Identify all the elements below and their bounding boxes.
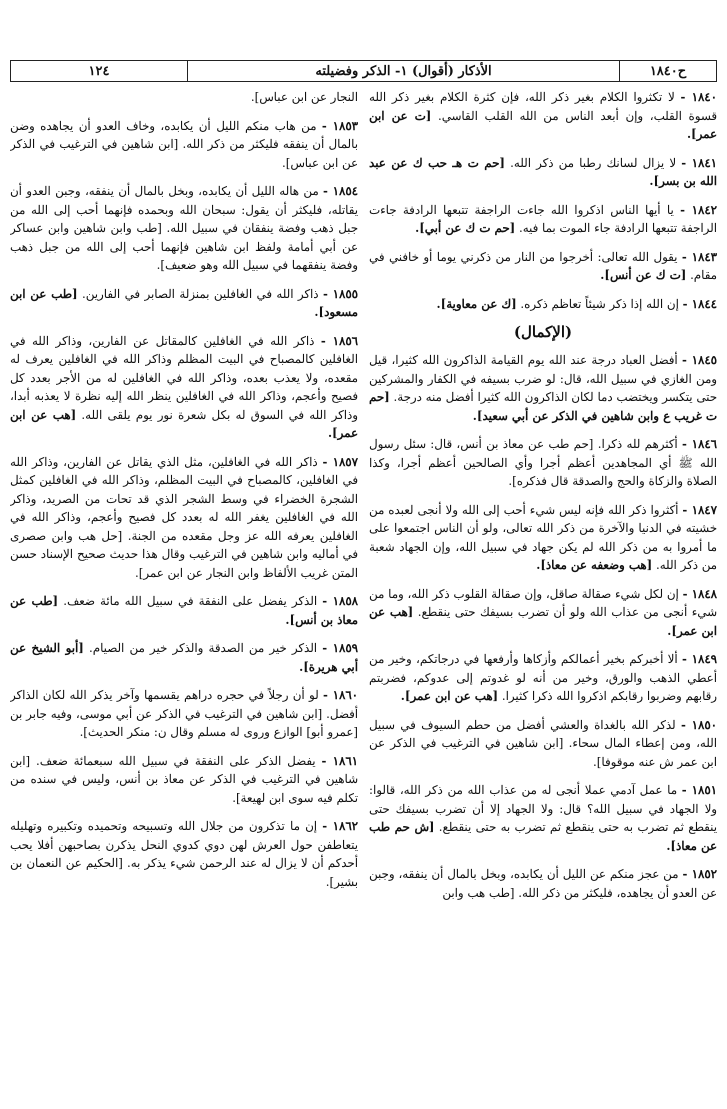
hadith-entry <box>369 435 717 491</box>
hadith-entry <box>369 154 717 191</box>
hadith-text: يا أيها الناس اذكروا الله جاءت الراجفة تتبعها الرادفة جاءت الراجفة تتبعها الرادفة جاء الموت بما فيه. <box>369 202 717 235</box>
hadith-text: إن ما تذكرون من جلال الله وتسبيحه وتحميده وتكبيره وتهليله يتعاطفن حول العرش لهن دوي كدوي النحل يذكرن بصاحبهن أفلا يحب أحدكم أن لا يزال له عند الرحمن شيء يذكر به. [الحكيم عن النعمان بن بشير]. <box>10 819 358 889</box>
hadith-text: ذاكر الله في الغافلين، مثل الذي يقاتل عن الفارين، وذاكر الله في الغافلين، كالمصباح في البيت المظلم، وذاكر الله في الغافلين كمثل الشجرة الخضراء في وسط الشجر الذي قد تحات من الصريد، وذاكر الله في الغافلين يغفر الله له بعدد كل فصيح وأعجم، وذاكر الله في الغافلين يعرفه الله عز وجل مقعده من الجنة. [حل هب وابن صصرى في أماليه وابن شاهين في الترغيب وقال هذا حديث صحيح الإسناد حسن المتن غريب الألفاظ وابن النجار عن ابن عمر]. <box>10 454 358 580</box>
hadith-entry <box>10 88 358 107</box>
hadith-entry <box>369 865 717 902</box>
hadith-entry <box>369 248 717 285</box>
hadith-range: ح١٨٤٠ <box>619 61 716 81</box>
hadith-number: ١٨٥٨ - <box>322 594 358 608</box>
hadith-entry <box>369 781 717 855</box>
hadith-entry <box>369 650 717 706</box>
hadith-number: ١٨٤١ - <box>681 155 717 170</box>
hadith-number: ١٨٤٠ - <box>680 90 717 104</box>
hadith-number: ١٨٤٢ - <box>680 202 717 217</box>
hadith-source: [هب عن ابن عمر]. <box>369 605 717 638</box>
hadith-text: الذكر يفضل على النفقة في سبيل الله مائة ضعف. <box>63 594 318 608</box>
hadith-number: ١٨٤٣ - <box>681 249 717 264</box>
hadith-number: ١٨٤٥ - <box>682 353 717 367</box>
hadith-source: [حم ت ك عن أبي]. <box>415 221 516 235</box>
hadith-entry <box>10 117 358 173</box>
hadith-number: ١٨٤٤ - <box>682 296 717 311</box>
hadith-number: ١٨٥٥ - <box>322 286 358 301</box>
hadith-entry <box>369 585 717 641</box>
hadith-text: لا تكثروا الكلام بغير ذكر الله، فإن كثرة الكلام بغير ذكر الله قسوة القلب، وإن أبعد الناس من الله القلب القاسي. <box>369 90 717 123</box>
hadith-source: [طب عن معاذ بن أنس]. <box>10 594 358 627</box>
hadith-text: أكثرهم لله ذكرا. [حم طب عن معاذ بن أنس، قال: سئل رسول الله ﷺ أي المجاهدين أعظم أجرا وأي الصالحين أعظم أجرا، وكذا الصلاة والزكاة والحج والصدقة قال فذكره]. <box>369 437 717 488</box>
hadith-text: من عجز منكم عن الليل أن يكابده، وبخل بالمال أن ينفقه، وجبن عن العدو أن يجاهده، فليكثر من ذكر الله. [طب هب وابن <box>369 867 717 900</box>
hadith-number: ١٨٥٢ - <box>682 867 717 881</box>
hadith-text: ذاكر الله في الغافلين بمنزلة الصابر في الفارين. <box>82 286 319 301</box>
hadith-number: ١٨٥٧ - <box>322 454 358 469</box>
hadith-text: من هاب منكم الليل أن يكابده، وخاف العدو أن يجاهده وضن بالمال أن ينفقه فليكثر من ذكر الله. [ابن شاهين في الترغيب في الذكر عن ابن عباس]. <box>10 118 358 170</box>
right-column <box>369 88 717 1100</box>
hadith-number: ١٨٥٠ - <box>681 717 717 732</box>
hadith-entry <box>10 817 358 891</box>
hadith-text: أفضل العباد درجة عند الله يوم القيامة الذاكرون الله كثيرا، قيل ومن الغازي في سبيل الله، قال: لو ضرب بسيفه في الكفار والمشركين حتى يتكسر ويختضب دما لكان الذاكرون الله كثيرا أفضل منه درجة. <box>369 353 717 404</box>
hadith-source: [أبو الشيخ عن أبي هريرة]. <box>10 641 358 674</box>
hadith-text: يفضل الذكر على النفقة في سبيل الله سبعمائة ضعف. [ابن شاهين في الترغيب في الذكر عن معاذ بن أنس، وليس في سنده من تكلم فيه سوى ابن لهيعة]. <box>10 753 358 805</box>
hadith-source: [حم ت هـ حب ك عن عبد الله بن بسر]. <box>369 155 717 188</box>
hadith-source: [هب وضعفه عن معاذ]. <box>536 558 653 572</box>
hadith-number: ١٨٥٦ - <box>320 333 358 348</box>
hadith-text: لو أن رجلاً في حجره دراهم يقسمها وآخر يذكر الله لكان الذاكر أفضل. [ابن شاهين في الترغيب في الذكر عن أبي موسى، وفيه جابر بن [عمرو أبو] الوازع وروى له مسلم وقال ن: منكر الحديث]. <box>10 688 358 739</box>
chapter-title: الأذكار (أقوال) ١- الذكر وفضيلته <box>187 61 619 81</box>
hadith-entry <box>10 332 358 443</box>
hadith-number: ١٨٤٩ - <box>682 652 717 666</box>
hadith-source: [هب عن ابن عمر]. <box>10 407 358 440</box>
left-entries <box>10 88 358 891</box>
hadith-number: ١٨٦٠ - <box>323 688 358 702</box>
hadith-number: ١٨٤٦ - <box>682 437 717 451</box>
hadith-text: يقول الله تعالى: أخرجوا من النار من ذكرني يوما أو خافني في مقام. <box>369 249 717 282</box>
hadith-entry <box>369 501 717 575</box>
hadith-source: [ت ك عن أنس]. <box>600 268 687 282</box>
hadith-source: [ش حم طب عن معاذ]. <box>369 820 717 853</box>
page-number: ١٢٤ <box>88 63 110 79</box>
hadith-text: إن لكل شيء صقالة صاقل، وإن صقالة القلوب ذكر الله، وما من شيء أنجى من عذاب الله ولو أن تضرب بسيفك حتى ينقطع. <box>369 586 717 619</box>
hadith-text: لا يزال لسانك رطبا من ذكر الله. <box>510 155 677 170</box>
hadith-entry <box>10 686 358 742</box>
hadith-number: ١٨٥٩ - <box>322 641 358 655</box>
hadith-text: ما عمل آدمي عملا أنجى له من عذاب الله من ذكر الله، قالوا: ولا الجهاد في سبيل الله؟ قال: ولا الجهاد إلا أن تضرب بسيفك حتى ينقطع ثم تضرب به حتى ينقطع ثم تضرب به حتى ينقطع. <box>369 783 717 834</box>
hadith-entry <box>10 285 358 322</box>
hadith-text: أكثروا ذكر الله فإنه ليس شيء أحب إلى الله ولا أنجى لعبده من خشيته في الدنيا والآخرة من ذكر الله تعالى، ولو أن الناس اجتمعوا على ما أمروا به من ذكر الله لم يكن جهاد في سبيل الله، وإن الجهاد شعبة من ذكر الله. <box>369 502 717 572</box>
hadith-number: ١٨٤٧ - <box>682 502 717 517</box>
hadith-text: ألا أخبركم بخير أعمالكم وأزكاها وأرفعها في درجاتكم، وخير من أعطي الذهب والورق، وخير من أنه لو غدوتم إلى عدوكم، فضربتم رقابهم وضربوا رقابكم اذكروا الله ذكرا كثيرا. <box>369 652 717 703</box>
hadith-number: ١٨٤٨ - <box>682 586 717 601</box>
right-entries-continued <box>369 351 717 902</box>
hadith-entry <box>369 295 717 314</box>
hadith-source: [ت عن ابن عمر]. <box>369 108 717 141</box>
hadith-text: الذكر خير من الصدقة والذكر خير من الصيام. <box>89 641 318 655</box>
hadith-number: ١٨٥٣ - <box>321 118 358 133</box>
hadith-entry <box>10 752 358 808</box>
hadith-number: ١٨٦١ - <box>321 753 358 768</box>
hadith-entry <box>369 716 717 772</box>
hadith-entry <box>10 182 358 275</box>
hadith-source: [طب عن ابن مسعود]. <box>10 286 358 319</box>
right-entries <box>369 88 717 313</box>
hadith-entry <box>369 88 717 144</box>
hadith-text: النجار عن ابن عباس]. <box>250 90 358 104</box>
hadith-number: ١٨٥١ - <box>681 783 717 797</box>
hadith-entry <box>369 351 717 425</box>
text-columns <box>10 88 717 1100</box>
section-subheading: (الإكمال) <box>513 323 573 341</box>
hadith-entry <box>10 639 358 676</box>
hadith-text: ذاكر الله في الغافلين كالمقاتل عن الفارين، وذاكر الله في الغافلين كالمصباح في البيت المظلم وذاكر الله في الغافلين يعرف له مقعده، ولا يعذب بعده، وذاكر الله في الغافلين له من الأجر بعدد كل فصيح وأعجم، وذاكر الله في الغافلين ينظر الله إليه نظرة لا يعذبه أبدا، وذاكر الله في السوق له بكل شعرة نور يوم يلقى الله. <box>10 333 358 422</box>
page-header <box>10 60 717 82</box>
hadith-source: [هب عن ابن عمر]. <box>400 689 499 703</box>
hadith-text: من هاله الليل أن يكابده، وبخل بالمال أن ينفقه، وجبن العدو أن يقاتله، فليكثر أن يقول: سبحان الله وبحمده فإنهما أحب إلى الله من جبل ذهب وفضة ينفقان في سبيل الله. [طب وابن شاهين وابن عساكر عن أبي أمامة ولفظ ابن شاهين فإنهما أحب إلى الله من جبل ذهب وفضة ينفقهما في سبيل الله وهو ضعيف]. <box>10 184 358 272</box>
hadith-source: [ك عن معاوية]. <box>436 296 517 311</box>
hadith-number: ١٨٦٢ - <box>322 819 358 833</box>
hadith-number: ١٨٥٤ - <box>323 184 358 198</box>
hadith-text: إن الله إذا ذكر شيئاً تعاظم ذكره. <box>520 296 679 311</box>
left-column <box>10 88 358 1100</box>
hadith-entry <box>10 592 358 629</box>
hadith-text: لذكر الله بالغداة والعشي أفضل من حطم السيوف في سبيل الله، ومن إعطاء المال سحاء. [ابن شاهين في الترغيب في الذكر عن ابن عمر ش عنه موقوفا]. <box>369 717 717 769</box>
hadith-entry <box>10 453 358 583</box>
hadith-source: [حم ت غريب ع وابن شاهين في الذكر عن أبي سعيد]. <box>369 390 717 423</box>
hadith-entry <box>369 201 717 238</box>
